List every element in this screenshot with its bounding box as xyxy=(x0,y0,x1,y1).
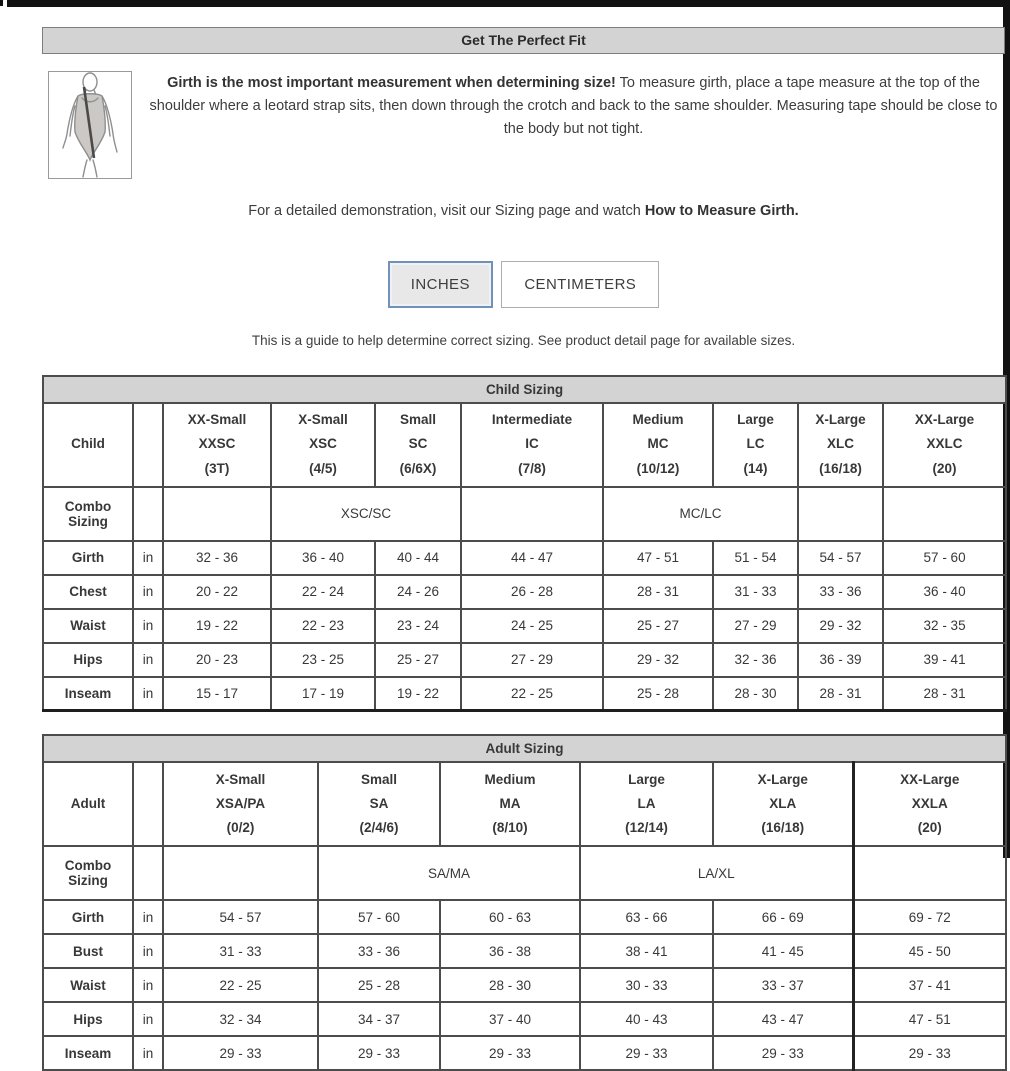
size-cell: 34 - 37 xyxy=(318,1002,440,1036)
adult-col-xlarge: X-Large XLA (16/18) xyxy=(713,762,853,846)
child-col-medium: Medium MC (10/12) xyxy=(603,403,713,487)
size-cell: 26 - 28 xyxy=(461,575,603,609)
size-cell: 19 - 22 xyxy=(163,609,271,643)
size-cell: 33 - 36 xyxy=(318,934,440,968)
unit-cell: in xyxy=(133,968,163,1002)
unit-cell: in xyxy=(133,575,163,609)
empty-cell xyxy=(461,487,603,541)
size-cell: 29 - 32 xyxy=(603,643,713,677)
unit-column-header xyxy=(133,762,163,846)
size-cell: 29 - 32 xyxy=(798,609,883,643)
size-cell: 27 - 29 xyxy=(713,609,798,643)
child-col-xxlarge: XX-Large XXLC (20) xyxy=(883,403,1006,487)
unit-cell: in xyxy=(133,1036,163,1070)
size-cell: 23 - 25 xyxy=(271,643,375,677)
size-cell: 31 - 33 xyxy=(713,575,798,609)
size-cell: 60 - 63 xyxy=(440,900,580,934)
child-col-xsmall: X-Small XSC (4/5) xyxy=(271,403,375,487)
sizing-guide-page xyxy=(42,0,1005,1071)
inches-button[interactable]: INCHES xyxy=(388,261,493,308)
adult-col-small: Small SA (2/4/6) xyxy=(318,762,440,846)
adult-girth-label: Girth xyxy=(43,900,133,934)
size-cell: 54 - 57 xyxy=(798,541,883,575)
size-cell: 32 - 34 xyxy=(163,1002,318,1036)
child-col-xxsmall: XX-Small XXSC (3T) xyxy=(163,403,271,487)
size-cell: 33 - 36 xyxy=(798,575,883,609)
size-cell: 28 - 30 xyxy=(440,968,580,1002)
adult-bust-label: Bust xyxy=(43,934,133,968)
size-cell: 38 - 41 xyxy=(580,934,713,968)
size-cell: 29 - 33 xyxy=(318,1036,440,1070)
child-girth-label: Girth xyxy=(43,541,133,575)
adult-table-title: Adult Sizing xyxy=(43,735,1006,762)
size-cell: 51 - 54 xyxy=(713,541,798,575)
empty-cell xyxy=(133,487,163,541)
size-cell: 22 - 25 xyxy=(163,968,318,1002)
unit-cell: in xyxy=(133,643,163,677)
size-cell: 29 - 33 xyxy=(163,1036,318,1070)
size-cell: 28 - 30 xyxy=(713,677,798,711)
adult-col-xsmall: X-Small XSA/PA (0/2) xyxy=(163,762,318,846)
girth-diagram-image xyxy=(48,71,132,179)
size-cell: 63 - 66 xyxy=(580,900,713,934)
size-cell: 29 - 33 xyxy=(580,1036,713,1070)
child-row-header: Child xyxy=(43,403,133,487)
size-cell: 43 - 47 xyxy=(713,1002,853,1036)
child-col-intermediate: Intermediate IC (7/8) xyxy=(461,403,603,487)
adult-col-medium: Medium MA (8/10) xyxy=(440,762,580,846)
sizing-note: This is a guide to help determine correct sizing. See product detail page for available sizes. xyxy=(251,332,796,348)
size-cell: 36 - 40 xyxy=(271,541,375,575)
size-cell: 36 - 39 xyxy=(798,643,883,677)
size-cell: 69 - 72 xyxy=(853,900,1006,934)
empty-cell xyxy=(163,846,318,900)
size-cell: 22 - 25 xyxy=(461,677,603,711)
unit-cell: in xyxy=(133,541,163,575)
size-cell: 17 - 19 xyxy=(271,677,375,711)
size-cell: 15 - 17 xyxy=(163,677,271,711)
adult-waist-label: Waist xyxy=(43,968,133,1002)
size-cell: 22 - 23 xyxy=(271,609,375,643)
child-hips-label: Hips xyxy=(43,643,133,677)
unit-column-header xyxy=(133,403,163,487)
size-cell: 25 - 28 xyxy=(603,677,713,711)
size-cell: 37 - 40 xyxy=(440,1002,580,1036)
adult-col-xxlarge: XX-Large XXLA (20) xyxy=(853,762,1006,846)
adult-hips-label: Hips xyxy=(43,1002,133,1036)
child-inseam-label: Inseam xyxy=(43,677,133,711)
girth-instructions xyxy=(142,69,1005,142)
size-cell: 40 - 43 xyxy=(580,1002,713,1036)
size-cell: 41 - 45 xyxy=(713,934,853,968)
size-cell: 47 - 51 xyxy=(603,541,713,575)
page-corner-notch xyxy=(0,0,3,6)
size-cell: 30 - 33 xyxy=(580,968,713,1002)
size-cell: 25 - 28 xyxy=(318,968,440,1002)
size-cell: 25 - 27 xyxy=(375,643,461,677)
size-cell: 28 - 31 xyxy=(798,677,883,711)
size-cell: 57 - 60 xyxy=(318,900,440,934)
adult-sizing-table xyxy=(42,734,1007,1071)
girth-instructions-body: To measure girth, place a tape measure at the top of the shoulder where a leotard strap sits, then down through the crotch and back to the same shoulder. Measuring tape should be close to the body but not tight. xyxy=(149,74,998,138)
unit-cell: in xyxy=(133,900,163,934)
adult-combo-label: Combo Sizing xyxy=(43,846,133,900)
size-cell: 20 - 23 xyxy=(163,643,271,677)
empty-cell xyxy=(883,487,1006,541)
unit-cell: in xyxy=(133,677,163,711)
adult-row-header: Adult xyxy=(43,762,133,846)
size-cell: 28 - 31 xyxy=(603,575,713,609)
child-col-xlarge: X-Large XLC (16/18) xyxy=(798,403,883,487)
size-cell: 32 - 36 xyxy=(163,541,271,575)
unit-cell: in xyxy=(133,609,163,643)
size-cell: 36 - 38 xyxy=(440,934,580,968)
size-cell: 25 - 27 xyxy=(603,609,713,643)
size-cell: 23 - 24 xyxy=(375,609,461,643)
empty-cell xyxy=(133,846,163,900)
size-cell: 37 - 41 xyxy=(853,968,1006,1002)
unit-toggle xyxy=(42,261,1005,308)
size-cell: 24 - 26 xyxy=(375,575,461,609)
size-cell: 29 - 33 xyxy=(853,1036,1006,1070)
child-combo-xsc-sc: XSC/SC xyxy=(271,487,461,541)
centimeters-button[interactable]: CENTIMETERS xyxy=(501,261,659,308)
size-cell: 36 - 40 xyxy=(883,575,1006,609)
child-sizing-table xyxy=(42,375,1007,713)
adult-combo-sa-ma: SA/MA xyxy=(318,846,580,900)
unit-cell: in xyxy=(133,1002,163,1036)
adult-inseam-label: Inseam xyxy=(43,1036,133,1070)
size-cell: 32 - 35 xyxy=(883,609,1006,643)
child-combo-mc-lc: MC/LC xyxy=(603,487,798,541)
size-cell: 32 - 36 xyxy=(713,643,798,677)
size-cell: 28 - 31 xyxy=(883,677,1006,711)
size-cell: 57 - 60 xyxy=(883,541,1006,575)
adult-col-large: Large LA (12/14) xyxy=(580,762,713,846)
empty-cell xyxy=(798,487,883,541)
child-col-small: Small SC (6/6X) xyxy=(375,403,461,487)
size-cell: 27 - 29 xyxy=(461,643,603,677)
unit-cell: in xyxy=(133,934,163,968)
size-cell: 39 - 41 xyxy=(883,643,1006,677)
size-cell: 29 - 33 xyxy=(713,1036,853,1070)
size-cell: 47 - 51 xyxy=(853,1002,1006,1036)
size-cell: 22 - 24 xyxy=(271,575,375,609)
size-cell: 31 - 33 xyxy=(163,934,318,968)
size-cell: 45 - 50 xyxy=(853,934,1006,968)
empty-cell xyxy=(163,487,271,541)
demo-line-text: For a detailed demonstration, visit our Sizing page and watch xyxy=(248,202,645,219)
girth-instructions-lead: Girth is the most important measurement when determining size! xyxy=(167,74,616,91)
size-cell: 40 - 44 xyxy=(375,541,461,575)
demo-line xyxy=(42,203,1005,219)
page-title: Get The Perfect Fit xyxy=(42,27,1005,54)
size-cell: 20 - 22 xyxy=(163,575,271,609)
child-waist-label: Waist xyxy=(43,609,133,643)
size-cell: 24 - 25 xyxy=(461,609,603,643)
size-cell: 44 - 47 xyxy=(461,541,603,575)
size-cell: 33 - 37 xyxy=(713,968,853,1002)
child-combo-label: Combo Sizing xyxy=(43,487,133,541)
size-cell: 54 - 57 xyxy=(163,900,318,934)
leotard-figure-icon xyxy=(49,72,131,178)
girth-intro-section xyxy=(42,69,1005,181)
size-cell: 66 - 69 xyxy=(713,900,853,934)
child-chest-label: Chest xyxy=(43,575,133,609)
size-cell: 19 - 22 xyxy=(375,677,461,711)
size-cell: 29 - 33 xyxy=(440,1036,580,1070)
empty-cell xyxy=(853,846,1006,900)
child-table-title: Child Sizing xyxy=(43,376,1006,403)
adult-combo-la-xl: LA/XL xyxy=(580,846,853,900)
child-col-large: Large LC (14) xyxy=(713,403,798,487)
demo-line-bold: How to Measure Girth. xyxy=(644,202,799,219)
